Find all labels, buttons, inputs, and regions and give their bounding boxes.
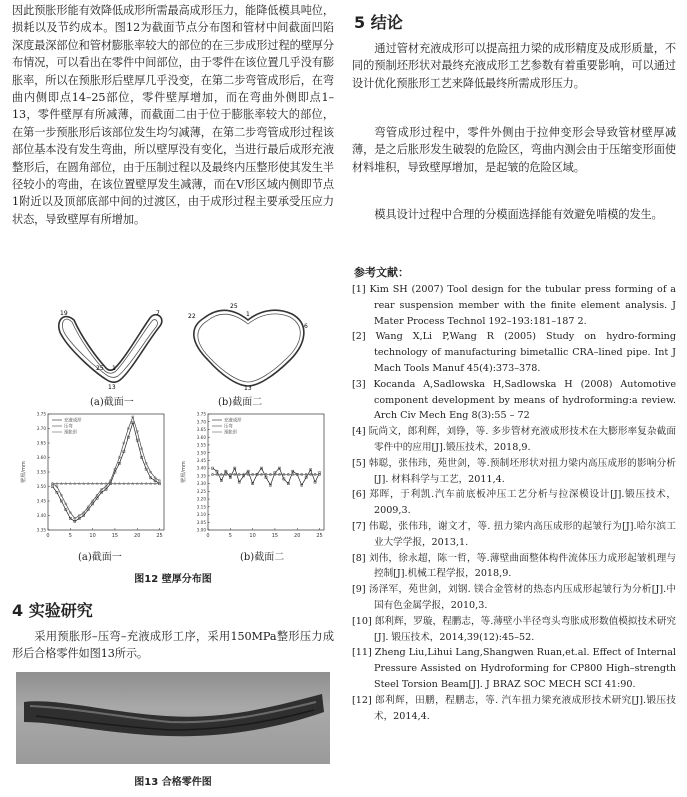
- s1-point-1: 1: [112, 365, 116, 372]
- section2-shape: [194, 310, 304, 386]
- s2-point-25: 25: [230, 303, 238, 310]
- section2-label: (b)截面二: [218, 397, 263, 408]
- data-point: [158, 480, 160, 482]
- section4-paragraph: 采用预胀形–压弯–充液成形工序，采用150MPa整形压力成形后合格零件如图13所示。: [12, 630, 334, 661]
- x-tick-label: 5: [68, 533, 72, 539]
- plot-a-label: (a)截面一: [78, 552, 122, 563]
- reference-item: [3] Kocanda A,Sadlowska H,Sadlowska H (2008) Automotive component development by means of hydroforming:a review. Arch Civ Mech Eng 8(3):55 – 72: [352, 378, 676, 422]
- y-tick-label: 3.30: [196, 481, 206, 487]
- x-tick-label: 25: [156, 533, 163, 539]
- s1-point-19: 19: [60, 310, 68, 317]
- s1-point-7: 7: [156, 310, 160, 317]
- y-tick-label: 3.25: [196, 488, 206, 494]
- legend-entry: 充液成形: [224, 418, 242, 424]
- s2-point-22: 22: [188, 313, 196, 320]
- conclusion-p2: 弯管成形过程中，零件外侧由于拉伸变形会导致管材壁厚减薄，是之后胀形发生破裂的危险区，弯曲内测会由于压缩变形面使材料堆积，导致壁厚增加，是起皱的危险区域。: [352, 126, 676, 174]
- y-tick-label: 3.55: [196, 442, 206, 448]
- reference-item: [1] Kim SH (2007) Tool design for the tubular press forming of a rear suspension member with the finite element analysis. J Mater Process Technol 192–193:181–187 2.: [352, 284, 676, 327]
- legend-entry: 充液成形: [64, 418, 82, 424]
- x-tick-label: 15: [271, 533, 279, 539]
- x-tick-label: 15: [111, 533, 119, 539]
- intro-paragraph: 因此预胀形能有效降低成形所需最高成形压力，能降低模具吨位，损耗以及节约成本。图12为截面节点分布图和管材中间截面凹陷深度最深部位和管材膨胀率较大的部位的在三步成形过程的壁厚分布情况，可以看出在零件中间部位，由于零件在该位置几乎没有膨胀率，所以在预胀形后壁厚几乎没变，在第二步弯管成形后，在弯曲内侧即点14–25部位，零件壁厚增加，而在弯曲外侧即点1–13，零件壁厚有所减薄，而截面二由于位于膨胀率较大的部位，在第一步预胀形后该部位发生均匀减薄，在第二步弯管成形过程该部位基本没有发生弯曲，所以壁厚没有变化，当进行最后成形充液整形后，在圆角部位，由于压制过程以及最终内压整形使其发生半径较小的弯曲，在该位置壁厚发生减薄，而在V形区域内侧即节点1附近以及顶部底部中间的过渡区，由于成形过程主要承受压应力状态，导致壁厚有所增加。: [12, 4, 334, 226]
- x-tick-label: 25: [316, 533, 323, 539]
- y-tick-label: 3.00: [196, 527, 206, 533]
- fig13-caption: 图13 合格零件图: [134, 777, 212, 788]
- y-tick-label: 3.15: [196, 504, 206, 510]
- y-tick-label: 3.70: [36, 426, 46, 432]
- x-tick-label: 10: [249, 533, 256, 539]
- fig13-photo: [16, 672, 330, 764]
- thickness-chart-b: [178, 408, 330, 544]
- section1-label: (a)截面一: [90, 397, 134, 408]
- s1-point-13: 13: [108, 384, 116, 390]
- y-tick-label: 3.05: [196, 519, 206, 525]
- reference-item: [8] 刘伟，徐永超，陈一哲，等.薄壁曲面整体构件流体压力成形起皱机理与控制[J].机械工程学报，2018,9.: [352, 552, 676, 580]
- s2-point-1: 1: [246, 311, 250, 318]
- reference-item: [2] Wang X,Li P,Wang R (2005) Study on hydro-forming technology of manufacturing bimetallic CRA–lined pipe. Int J Mach Tools Manuf 45(4):373–378.: [352, 331, 676, 374]
- reference-item: [11] Zheng Liu,Lihui Lang,Shangwen Ruan,et.al. Effect of Internal Pressure Assisted on Hydroforming for CP800 High–strength Steel Torsion Beam[J]. J BRAZ SOC MECH SCI 41:90.: [352, 647, 676, 690]
- x-tick-label: 20: [134, 533, 141, 539]
- x-tick-label: 0: [206, 533, 210, 539]
- y-tick-label: 3.60: [36, 455, 46, 461]
- fig13-part: [16, 672, 330, 764]
- legend-entry: 压弯: [64, 424, 73, 430]
- reference-item: [12] 郎利辉，田鹏，程鹏志，等. 汽车扭力梁充液成形技术研究[J].锻压技术，2014,4.: [352, 694, 676, 722]
- conclusion-p1: 通过管材充液成形可以提高扭力梁的成形精度及成形质量，不同的预制坯形状对最终充液成形工艺参数有着重要影响，可以通过设计优化预胀形工艺来降低最终所需成形压力。: [352, 42, 676, 90]
- reference-item: [6] 郑晖，于利凯.汽车前底板冲压工艺分析与拉深模设计[J].锻压技术，2009,3.: [352, 489, 676, 517]
- y-tick-label: 3.35: [36, 527, 46, 533]
- y-tick-label: 3.70: [196, 419, 206, 425]
- x-tick-label: 10: [89, 533, 96, 539]
- y-tick-label: 3.50: [196, 450, 206, 456]
- y-tick-label: 3.20: [196, 496, 206, 502]
- y-tick-label: 3.75: [36, 411, 46, 417]
- x-tick-label: 20: [294, 533, 301, 539]
- references-title: 参考文献：: [354, 266, 409, 279]
- reference-item: [5] 韩聪，张伟玮，苑世剑，等.预制坯形状对扭力梁内高压成形的影响分析[J]. 材料科学与工艺，2011,4.: [352, 457, 676, 485]
- series-line-1: [213, 468, 320, 485]
- x-tick-label: 0: [46, 533, 50, 539]
- thickness-chart-a: [18, 408, 170, 544]
- section1-shape: [59, 315, 162, 383]
- legend-entry: 压弯: [224, 424, 233, 430]
- y-tick-label: 3.60: [196, 434, 206, 440]
- y-tick-label: 3.45: [36, 498, 46, 504]
- y-tick-label: 3.75: [196, 411, 206, 417]
- reference-item: [7] 伟聪，张伟玮，谢文才，等. 扭力梁内高压成形的起皱行为[J].哈尔滨工业大学学报，2013,1.: [352, 520, 676, 548]
- legend-entry: 预胀形: [224, 430, 238, 436]
- fig12-caption: 图12 壁厚分布图: [134, 574, 212, 585]
- s2-point-6: 6: [304, 323, 308, 330]
- y-tick-label: 3.65: [196, 427, 206, 433]
- y-tick-label: 3.45: [196, 458, 206, 463]
- series-line-1: [53, 423, 160, 522]
- plot-b-label: (b)截面二: [240, 552, 285, 563]
- y-tick-label: 3.55: [36, 469, 46, 475]
- reference-list: [352, 282, 676, 724]
- y-tick-label: 3.40: [196, 465, 206, 471]
- y-tick-label: 3.10: [196, 512, 206, 518]
- y-tick-label: 3.35: [196, 473, 206, 479]
- y-axis-label: 壁厚/mm: [21, 461, 27, 483]
- fig12-section-shapes: [52, 302, 322, 390]
- reference-item: [9] 汤泽军，苑世剑，刘钢. 镁合金管材的热态内压成形起皱行为分析[J].中国有色金属学报，2010,3.: [352, 584, 676, 611]
- y-axis-label: 壁厚/mm: [181, 461, 187, 483]
- reference-item: [4] 阮尚文，郎利辉，刘铮，等. 多步管材充液成形技术在大膨形率复杂截面零件中的应用[J].锻压技术，2018,9.: [352, 426, 676, 453]
- legend-entry: 预胀形: [64, 430, 78, 436]
- y-tick-label: 3.50: [36, 484, 46, 490]
- y-tick-label: 3.40: [36, 513, 46, 519]
- s2-point-13: 13: [244, 385, 252, 390]
- section4-heading: 4 实验研究: [12, 601, 93, 620]
- y-tick-label: 3.65: [36, 440, 46, 446]
- conclusion-p3: 模具设计过程中合理的分模面选择能有效避免啃模的发生。: [374, 208, 663, 221]
- reference-item: [10] 郎利辉，罗璇，程鹏志，等.薄壁小半径弯头弯胀成形数值模拟技术研究[J]. 锻压技术，2014,39(12):45–52.: [352, 615, 676, 643]
- s1-point-25: 25: [96, 365, 104, 372]
- x-tick-label: 5: [228, 533, 232, 539]
- section5-heading: 5 结论: [354, 13, 403, 32]
